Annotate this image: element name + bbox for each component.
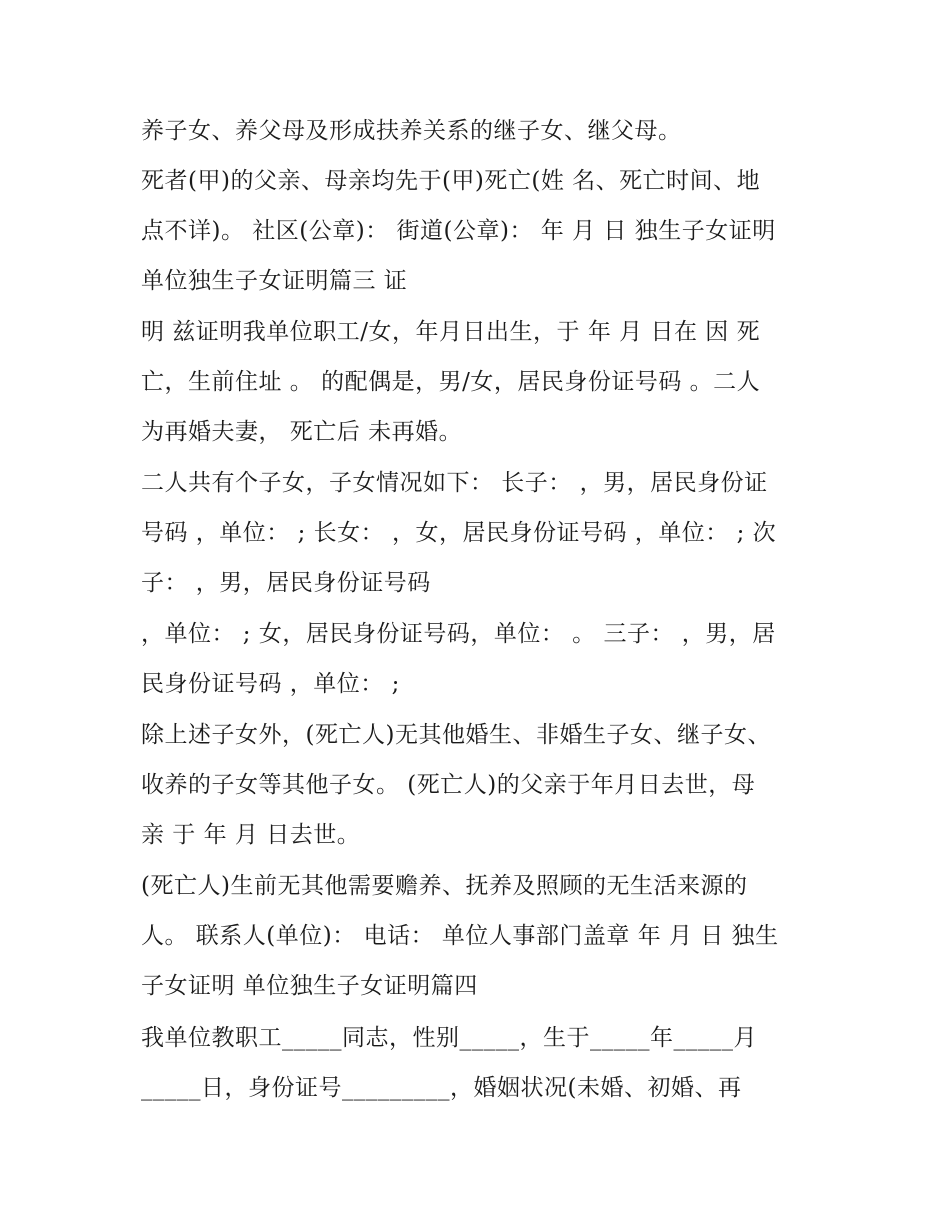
text-line: ，单位： ; 女，居民身份证号码，单位： 。 三子： ，男，居 xyxy=(141,621,776,647)
text-line: (死亡人)生前无其他需要赡养、抚养及照顾的无生活来源的 xyxy=(141,873,748,899)
text-line: 为再婚夫妻， 死亡后 未再婚。 xyxy=(141,419,463,445)
text-line: _____日，身份证号_________，婚姻状况(未婚、初婚、再 xyxy=(141,1075,742,1101)
text-line: 点不详)。 社区(公章)： 街道(公章)： 年 月 日 独生子女证明 xyxy=(141,218,776,244)
text-line: 亲 于 年 月 日去世。 xyxy=(141,822,361,848)
text-line: 明 兹证明我单位职工/女，年月日出生，于 年 月 日在 因 死 xyxy=(141,319,761,345)
text-line: 民身份证号码 ，单位： ; xyxy=(141,671,400,697)
text-line: 二人共有个子女，子女情况如下： 长子： ，男，居民身份证 xyxy=(141,470,768,496)
text-line: 我单位教职工_____同志，性别_____，生于_____年_____月 xyxy=(141,1025,757,1051)
text-line: 单位独生子女证明篇三 证 xyxy=(141,268,408,294)
text-line: 号码 ，单位： ; 长女： ，女，居民身份证号码 ，单位： ; 次 xyxy=(141,520,777,546)
text-line: 子女证明 单位独生子女证明篇四 xyxy=(141,973,478,999)
text-line: 人。 联系人(单位)： 电话： 单位人事部门盖章 年 月 日 独生 xyxy=(141,923,779,949)
text-line: 死者(甲)的父亲、母亲均先于(甲)死亡(姓 名、死亡时间、地 xyxy=(141,168,761,194)
text-line: 子： ，男，居民身份证号码 xyxy=(141,570,431,596)
text-line: 除上述子女外，(死亡人)无其他婚生、非婚生子女、继子女、 xyxy=(141,722,771,748)
text-line: 养子女、养父母及形成扶养关系的继子女、继父母。 xyxy=(141,118,682,144)
text-line: 亡，生前住址 。 的配偶是，男/女，居民身份证号码 。二人 xyxy=(141,369,761,395)
text-line: 收养的子女等其他子女。 (死亡人)的父亲于年月日去世，母 xyxy=(141,772,756,798)
